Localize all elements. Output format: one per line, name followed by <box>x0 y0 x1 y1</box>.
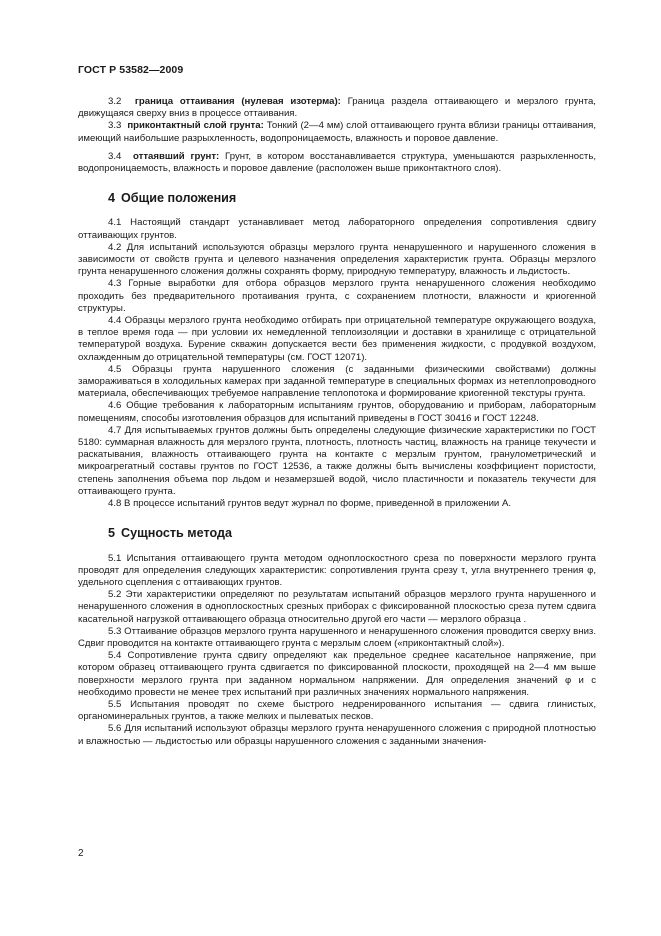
section-heading-5 <box>78 527 596 539</box>
section-title-text: Общие положения <box>121 191 237 206</box>
definition-text: Тонкий (2—4 мм) слой оттаивающего грунта вблизи границы оттаивания, имеющий наибольшие разрыхленность, водопроницаемость, влажность и поровое давление. <box>78 120 596 144</box>
document-header: ГОСТ Р 53582—2009 <box>78 64 184 76</box>
paragraph-4-3: 4.3 Горные выработки для отбора образцов мерзлого грунта ненарушенного сложения необходимо проходить без предварительного протаивания грунта, с сохранением плотности, влажности и криогенной структуры. <box>78 278 596 314</box>
section-number: 5 <box>108 526 116 541</box>
paragraph-4-8: 4.8 В процессе испытаний грунтов ведут журнал по форме, приведенной в приложении А. <box>108 498 512 510</box>
document-body <box>78 96 596 748</box>
paragraph-5-4: 5.4 Сопротивление грунта сдвигу определяют как предельное среднее касательное напряжение, при котором образец оттаивающего грунта сдвигается по фиксированной плоскости, проходящей на 2—4 мм выше поверхности мерзлого грунта при заданном нормальном напряжении. Для определения значений φ и c необходимо провести не менее трех испытаний при различных значениях нормального напряжения. <box>78 650 596 698</box>
definition-number: 3.3 <box>108 120 122 132</box>
paragraph-4-1: 4.1 Настоящий стандарт устанавливает метод лабораторного определения сопротивления сдвигу оттаивающих грунтов. <box>78 217 596 241</box>
definition-3-2 <box>78 96 596 120</box>
paragraph-4-4: 4.4 Образцы мерзлого грунта необходимо отбирать при отрицательной температуре окружающего воздуха, в теплое время года — при условии их немедленной теплоизоляции и доставки в хранилище с отрицательной температурой воздуха. Бурение скважин допускается вести без применения жидкости, с продувкой воздухом, охлажденным до отрицательной температуры (см. ГОСТ 12071). <box>78 315 596 363</box>
definition-text: Граница раздела оттаивающего и мерзлого грунта, движущаяся сверху вниз в процессе оттаивания. <box>78 96 596 120</box>
paragraph-4-7: 4.7 Для испытываемых грунтов должны быть определены следующие физические характеристики по ГОСТ 5180: суммарная влажность для мерзлого грунта, плотность, плотность частиц, влажность на границе текучести и раскатывания, влажность оттаивающего грунта на контакте с мерзлым грунтом, гранулометрический и микроагрегатный составы грунтов по ГОСТ 12536, а также должны быть вычислены коэффициент пористости, степень заполнения объема пор льдом и незамерзшей водой, число пластичности и показатель текучести для оттаивающего грунта. <box>78 424 596 497</box>
section-title-text: Сущность метода <box>121 526 232 541</box>
section-heading-4 <box>78 192 596 204</box>
paragraph-5-3: 5.3 Оттаивание образцов мерзлого грунта нарушенного и ненарушенного сложения проводится сверху вниз. Сдвиг проводится на контакте оттаивающего грунта с мерзлым слоем («приконтактный слой»). <box>78 625 596 649</box>
definition-term: приконтактный слой грунта: <box>127 120 264 132</box>
paragraph-5-6: 5.6 Для испытаний используют образцы мерзлого грунта ненарушенного сложения с природной плотностью и влажностью — льдистостью или образцы нарушенного сложения с заданными значения- <box>78 723 596 747</box>
paragraph-5-5: 5.5 Испытания проводят по схеме быстрого недренированного испытания — сдвига глинистых, органоминеральных грунтов, а также мелких и пылеватых песков. <box>78 698 596 723</box>
definition-number: 3.4 <box>108 150 122 162</box>
page-number: 2 <box>78 848 84 859</box>
definition-3-4 <box>78 151 596 175</box>
paragraph-4-2: 4.2 Для испытаний используются образцы мерзлого грунта ненарушенного и нарушенного сложения в зависимости от свойств грунта и целевого назначения определения характеристик грунта. Образцы мерзлого грунта ненарушенного сложения должны сохранять форму, природную температуру, влажность и льдистость. <box>78 241 596 278</box>
paragraph-4-5: 4.5 Образцы грунта нарушенного сложения (с заданными физическими свойствами) должны замораживаться в холодильных камерах при заданной температуре в специальных формах из нетеплопроводного материала, обеспечивающих требуемое направление теплопотока и формирование криогенной текстуры грунта. <box>78 363 596 400</box>
paragraph-5-1: 5.1 Испытания оттаивающего грунта методом одноплоскостного среза по поверхности мерзлого грунта проводят для определения следующих характеристик: сопротивления грунта срезу τ, угла внутреннего трения φ, удельного сцепления c оттаивающих грунтов. <box>78 552 596 588</box>
paragraph-4-6: 4.6 Общие требования к лабораторным испытаниям грунтов, оборудованию и приборам, лабораторным помещениям, способы изготовления образцов для испытаний приведены в ГОСТ 30416 и ГОСТ 12248. <box>78 400 596 424</box>
definition-term: оттаявший грунт: <box>133 150 220 162</box>
definition-term: граница оттаивания (нулевая изотерма): <box>134 96 341 107</box>
definition-number: 3.2 <box>108 96 122 107</box>
definition-text: Грунт, в котором восстанавливается структура, уменьшаются разрыхленность, водопроницаемость, влажность и поровое давление (расположен выше приконтактного слоя). <box>78 150 596 175</box>
paragraph-5-2: 5.2 Эти характеристики определяют по результатам испытаний образцов мерзлого грунта нарушенного и ненарушенного сложения в одноплоскостных срезных приборах с фиксированной плоскостью среза путем сдвига касательной нагрузкой оттаивающего образца относительно другой его части — мерзлого образца . <box>78 589 596 625</box>
definition-3-3 <box>78 120 596 144</box>
section-number: 4 <box>108 191 116 206</box>
